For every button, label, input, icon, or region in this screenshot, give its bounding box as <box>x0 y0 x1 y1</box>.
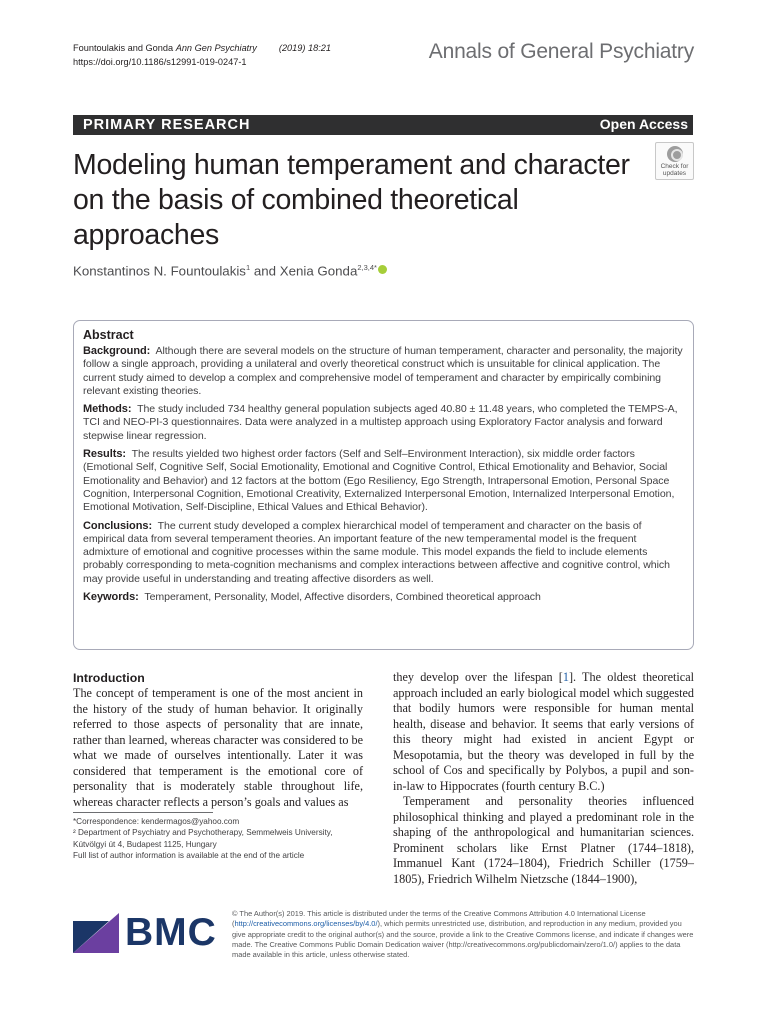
section-label: Results: <box>83 448 126 461</box>
author-affiliation-sup: 1 <box>245 263 251 272</box>
abstract-conclusions <box>83 520 685 586</box>
section-text: Although there are several models on the structure of human temperament, character and personality, the majority follow a single approach, providing a unilateral and overly theoretical construct which is unsuitable for clinical application. The current study aimed to develop a complex and comprehensive model of temperament and character by empirically combining relevant existing theories. <box>83 345 683 397</box>
section-text: The current study developed a complex hierarchical model of temperament and character on the basis of empirical data from several temperament theories. An important feature of the new temperamental model is the frequent admixture of emotional and cognitive processes within the same module. This model expands the field to include elements probably corresponding to meta-cognition mechanisms and complex interactions between affective and cognitive control, which may provide useful in understanding and treating affective disorders as well. <box>83 519 670 585</box>
author-info-note: Full list of author information is available at the end of the article <box>73 850 305 860</box>
abstract-heading: Abstract <box>83 328 134 342</box>
header-doi-link[interactable]: https://doi.org/10.1186/s12991-019-0247-1 <box>73 56 247 67</box>
author-list <box>73 263 387 278</box>
running-header <box>73 42 331 69</box>
section-text: The results yielded two highest order factors (Self and Self–Environment Interaction), six middle order factors (Emotional Self, Cognitive Self, Social Emotionality, Emotional and Cognitive Control, Ethical Emotionality and Behavior, Social Emotionality and Behavior) and 12 factors at the bottom (Ego Resiliency, Ego Strength, Intrapersonal Emotion, Personal Space Cognition, Interpersonal Cognition, Emotional Creativity, Externalized Interpersonal Emotion, Internalized Interpersonal Emotion, Emotional Motivation, Self-Discipline, Ethical Values and Ethical Behavior). <box>83 448 675 514</box>
footnote-divider <box>73 812 213 813</box>
citation-link[interactable]: 1 <box>562 670 569 684</box>
abstract-keywords <box>83 591 685 604</box>
body-text: ]. The oldest theoretical approach included an early biological model which suggested that bodily humors were responsible for human mental health, disease and behavior. It seems that early versions of this theory might had existed in ancient Egypt or Mesopotamia, but the theory was developed in full by the school of Cos and specifically by Polybos, a pupil and son-in-law to Hippocrates (fourth century B.C.) <box>393 670 694 793</box>
article-type-label: PRIMARY RESEARCH <box>83 117 251 133</box>
bmc-logo-icon <box>73 913 119 953</box>
crossmark-line2: updates <box>662 170 687 177</box>
abstract-results <box>83 448 685 514</box>
correspondence-note: *Correspondence: kendermagos@yahoo.com <box>73 817 240 826</box>
author-affiliation-sup: 2,3,4* <box>357 263 377 272</box>
header-journal-abbrev: Ann Gen Psychiatry <box>175 43 257 53</box>
header-authors: Fountoulakis and Gonda <box>73 43 174 53</box>
body-paragraph: Temperament and personality theories influenced philosophical thinking and played a predominant role in the shaping of the anthropological and humanitarian sciences. Prominent scholars like Ernst Platner (1744–1818), Immanuel Kant (1724–1804), Friedrich Schiller (1759–1805), Friedrich Wilhelm Nietzsche (1844–1900), <box>393 794 694 886</box>
body-paragraph: The concept of temperament is one of the most ancient in the history of the study of human behavior. It originally referred to those aspects of personality that are innate, rather than learned, whereas character was considered to be what we made of ourselves intentionally. Later it was considered that temperament is the emotional core of personality that is moderately stable throughout life, whereas character reflects a person’s goals and values as <box>73 686 363 809</box>
body-text: they develop over the lifespan [ <box>393 670 563 684</box>
open-access-badge: Open Access <box>595 115 693 135</box>
body-paragraph <box>393 670 694 794</box>
orcid-icon[interactable] <box>378 265 387 274</box>
license-part: ), which permits unrestricted use, distribution, and reproduction in any medium, provided you give appropriate credit to the original author(s) and the source, provide a link to the Creative Commons license, and indicate if changes were made. The Creative Commons Public Domain Dedication waiver (http://creativecommons.org/publicdomain/zero/1.0/) applies to the data made available in this article, unless otherwise stated. <box>232 919 694 960</box>
body-column-left <box>73 670 363 810</box>
article-title: Modeling human temperament and character on the basis of combined theoretical approaches <box>73 149 630 251</box>
article-type-banner <box>73 115 693 135</box>
abstract-background <box>83 345 685 398</box>
footnotes <box>73 816 363 861</box>
license-part: © The Author(s) 2019. This article is distributed under the terms of the Creative Commons Attribution 4.0 International License ( <box>232 909 646 929</box>
check-for-updates-button[interactable] <box>655 142 694 180</box>
section-text: The study included 734 healthy general population subjects aged 40.80 ± 11.48 years, who completed the TEMPS-A, TCI and NEO-PI-3 questionnaires. Data were analyzed in a multistep approach using Exploratory Factor analysis and forward stepwise linear regression. <box>83 403 678 442</box>
crossmark-icon <box>667 146 683 162</box>
body-column-right <box>393 670 694 887</box>
bmc-logo-text: BMC <box>125 911 217 954</box>
section-label: Conclusions: <box>83 519 153 532</box>
journal-name: Annals of General Psychiatry <box>428 40 694 63</box>
bmc-logo <box>73 910 218 955</box>
header-year-volume: (2019) 18:21 <box>278 43 331 53</box>
author-name[interactable]: Xenia Gonda <box>279 263 358 279</box>
license-link[interactable]: http://creativecommons.org/licenses/by/4.0/ <box>234 919 378 929</box>
abstract-methods <box>83 403 685 443</box>
abstract-box <box>73 320 694 650</box>
author-and: and <box>250 263 280 279</box>
section-label: Keywords: <box>83 591 139 604</box>
affiliation-note: ² Department of Psychiatry and Psychotherapy, Semmelweis University, Kútvölgyi út 4, Budapest 1125, Hungary <box>73 828 333 849</box>
author-name[interactable]: Konstantinos N. Fountoulakis <box>73 263 246 279</box>
section-text: Temperament, Personality, Model, Affective disorders, Combined theoretical approach <box>144 591 541 604</box>
section-label: Background: <box>83 345 151 357</box>
section-label: Methods: <box>83 403 132 416</box>
crossmark-line1: Check for <box>660 163 689 170</box>
license-text <box>232 909 694 960</box>
introduction-heading: Introduction <box>73 671 145 685</box>
